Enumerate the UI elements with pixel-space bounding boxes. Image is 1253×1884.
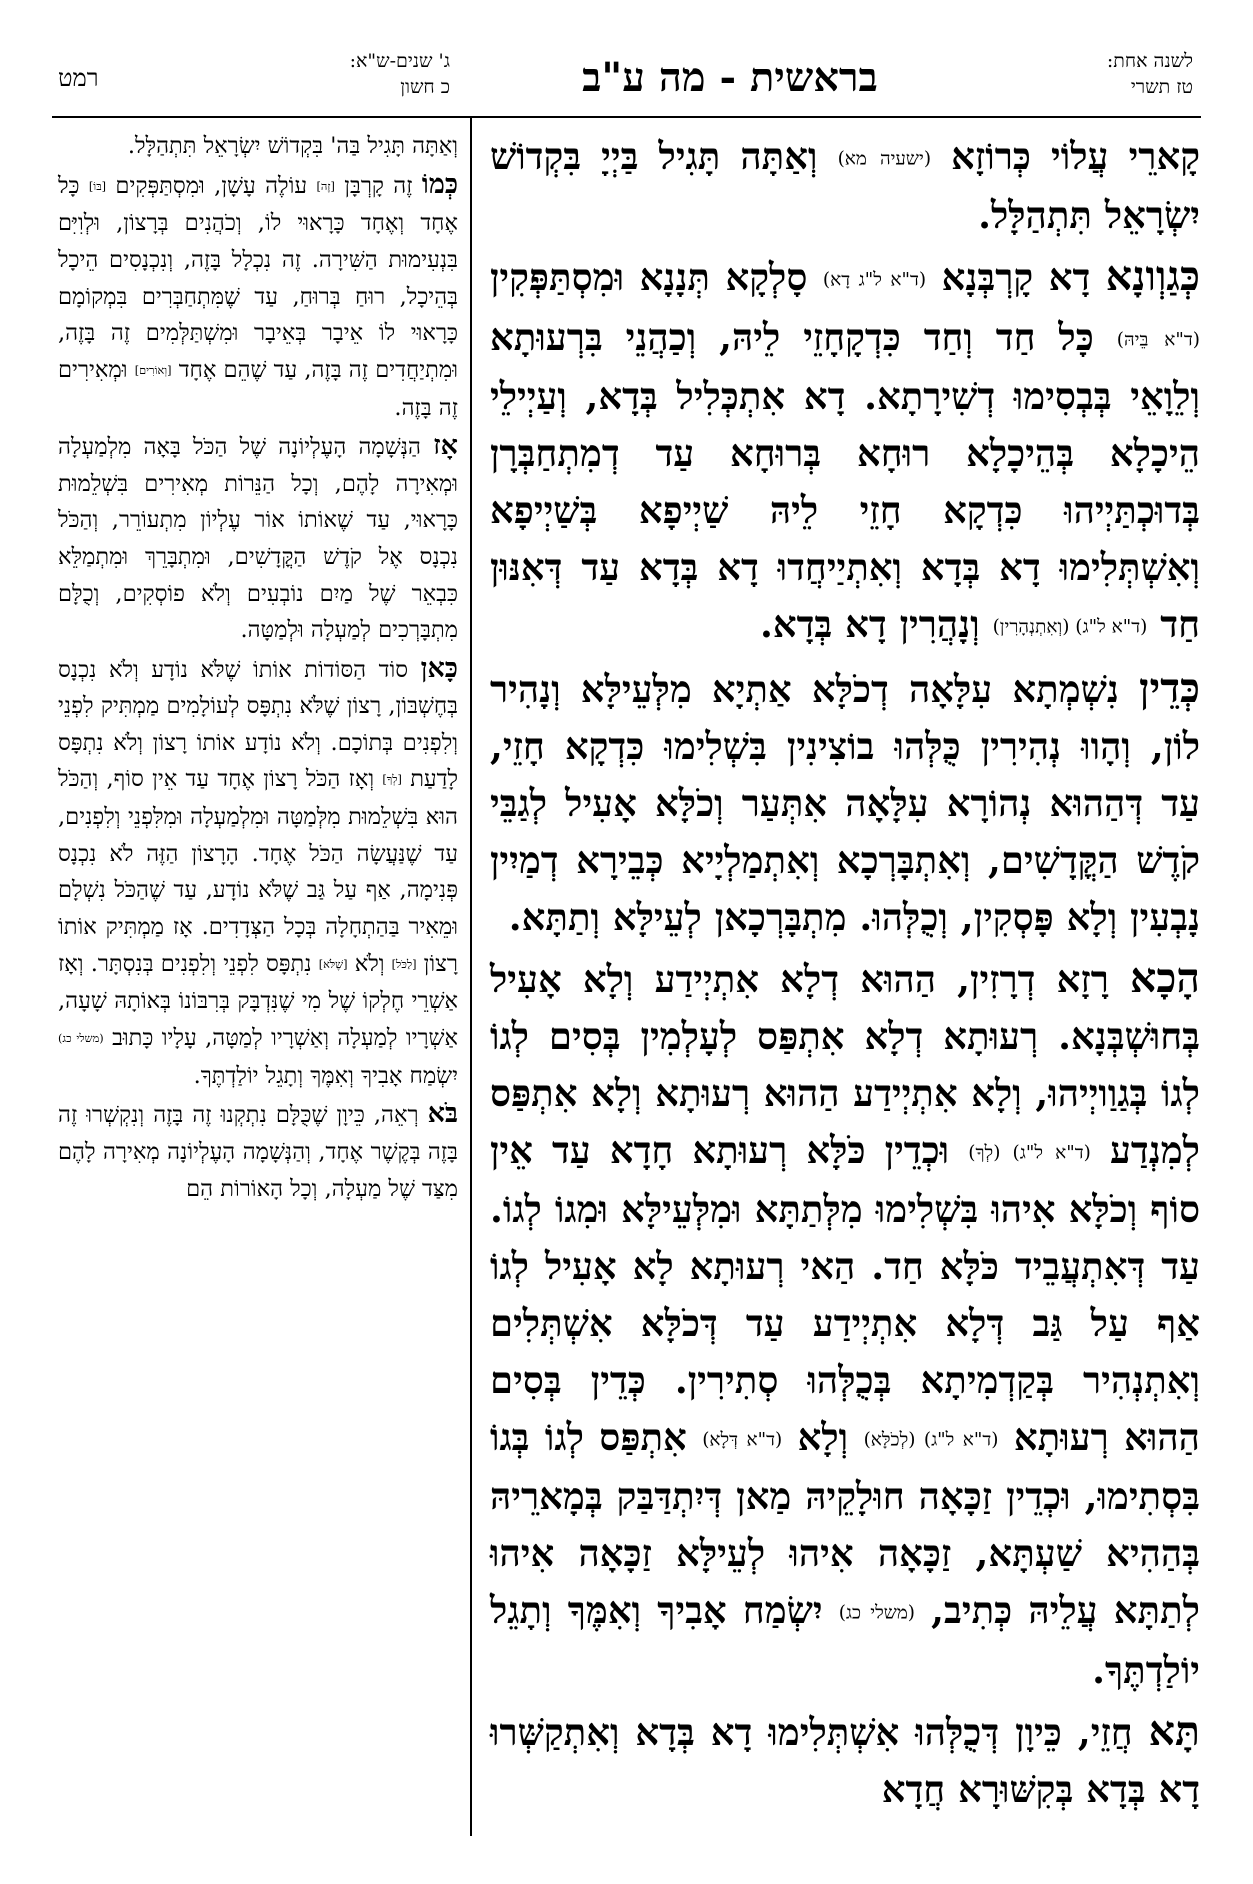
hebrew-paragraph [58,128,458,165]
aramaic-text: וְאַתָּה תָּגִיל בַּיְיָ בִּקְדוֹשׁ יִשְׂרָאֵל תִּתְהַלָּל. [490,134,1200,238]
aramaic-text: קָארֵי עֲלוֹי כְּרוֹזָא [951,134,1201,178]
paragraph-lead-word: תָּא [1148,1706,1200,1755]
variant-reading: [זֶה] [316,179,335,193]
hebrew-text: וְאַתָּה תָּגִיל בַּה' בִּקְדוֹשׁ יִשְׂרָאֵל תִּתְהַלָּל. [127,133,458,159]
header-divider [52,116,1201,118]
aramaic-text: רָזָא דְרָזִין, הַהוּא דְלָא אִתְיְידַע וְלָא אָעִיל בְּחוּשְׁבְּנָא. רְעוּתָא דְלָא אִתְפַּס לְעָלְמִין בְּסִים לְגוֹ לְגוֹ בְּגַוַויְיהוּ, וְלָא אִתְיְידַע הַהוּא רְעוּתָא וְלָא אִתְפַּס לְמִנְדַע [490,956,1200,1172]
variant-reading: [שֶׁלֹּא] [318,957,348,971]
source-reference: (ישעיה מא) [837,148,932,170]
paragraph-lead-word: כְּדֵין [1139,663,1200,712]
hebrew-text: סוֹד הַסּוֹדוֹת אוֹתוֹ שֶׁלֹּא נוֹדָע וְלֹא נִכְנָס בְּחֶשְׁבּוֹן, רָצוֹן שֶׁלֹּא נִתְפָּס לְעוֹלָמִים מַמְתִּיק לִפְנֵי וְלִפְנִים בְּתוֹכָם. וְלֹא נוֹדָע אוֹתוֹ רָצוֹן וְלֹא נִתְפָּס לָדַעַת [58,656,458,793]
paragraph-lead-word: כְּמוֹ [421,168,459,200]
aramaic-text: סָלְקָא תְּנָנָא וּמִסְתַּפְּקִין [490,255,808,300]
aramaic-text: דָא קָרְבְּנָא [941,255,1091,300]
variant-reading: [וְאוֹרִים] [134,363,172,377]
variant-reading: [לַכֹּל] [391,957,417,971]
paragraph-lead-word: בֹּא [427,1098,458,1130]
variant-reading: [בּוֹ] [88,179,107,193]
column-divider [470,118,472,1836]
aramaic-column [490,128,1200,1822]
hebrew-text: כָּל אֶחָד וְאֶחָד כָּרָאוּי לוֹ, וְכֹהֲנִים בְּרָצוֹן, וּלְוִיִּם בִּנְעִימוּת הַשִּׁירָה. זֶה נִכְלָל בָּזֶה, וְנִכְנָסִים הֵיכָל בְּהֵיכָל, רוּחַ בְּרוּחַ, עַד שֶׁמִּתְחַבְּרִים בִּמְקוֹמָם כָּרָאוּי לוֹ אֵיבָר בְּאֵיבָר וּמִשְׁתַּלְּמִים זֶה בָּזֶה, וּמִתְיַחֲדִים זֶה בָּזֶה, עַד שֶׁהֵם אֶחָד [58,172,459,383]
paragraph-lead-word: הָכָא [1130,953,1200,1002]
aramaic-paragraph [490,660,1200,946]
variant-reading: (ד"א ל"ג) (לְכֹלָּא) [863,1429,999,1451]
aramaic-paragraph [490,248,1200,655]
page-title: בראשית - מה ע"ב [582,54,878,101]
hebrew-paragraph [58,651,458,1095]
aramaic-paragraph [490,1703,1200,1818]
variant-reading: (ד"א ל"ג) (לְךָ) [968,1141,1091,1163]
aramaic-text: אִתְפַּס לְגוֹ בְּגוֹ בִּסְתִימוּ, וּכְדֵין זַכָּאָה חוּלָקֵיהּ מַאן דְּיִתְדַּבַּק בְּמָארֵיהּ בְּהַהִיא שַׁעְתָּא, זַכָּאָה אִיהוּ לְעֵילָּא זַכָּאָה אִיהוּ לְתַתָּא עֲלֵיהּ כְּתִיב, [490,1414,1200,1633]
hebrew-text: וְלֹא [354,950,385,977]
paragraph-lead-word: כָּאן [420,652,458,684]
aramaic-text: נִשְׁמְתָא עִלָּאָה דְכֹלָּא אַתְיָא מִלְּעֵילָּא וְנָהִיר לוֹן, וְהָווּ נְהִירִין כֻּלְּהוּ בוֹצִינִין בִּשְׁלִימוּ כִּדְקָא חָזֵי, עַד דְּהַהוּא נְהוֹרָא עִלָּאָה אִתְּעַר וְכֹלָּא אָעִיל לְגַבֵּי קֹדֶשׁ הַקֳּדָשִׁים, וְאִתְבָּרְכָא וְאִתְמַלְיָיא כְּבֵירָא דְמַיִין נָבְעִין וְלָא פָּסְקִין, וְכֻלְּהוּ. מִתְבָּרְכָאן לְעֵילָּא וְתַתָּא. [490,666,1200,939]
header-right-note [973,48,1193,124]
variant-reading: (ד"א ל"ג) (וְאִתְנְהָרִין) [992,616,1148,638]
variant-reading: (ד"א ל"ג דָא) [822,269,927,291]
hebrew-column [58,128,458,1209]
paragraph-lead-word: אָז [433,430,458,462]
hebrew-text: רְאֵה, כֵּיוָן שֶׁכֻּלָּם נִתְקְנוּ זֶה בָּזֶה וְנִקְשְׁרוּ זֶה בָּזֶה בְּקֶשֶׁר אֶחָד, וְהַנְּשָׁמָה הָעֶלְיוֹנָה מְאִירָה לָהֶם מִצַּד שֶׁל מַעְלָה, וְכָל הָאוֹרוֹת הֵם [58,1102,458,1202]
header-right-line1: לשנה אחת: [1106,50,1193,72]
aramaic-paragraph [490,128,1200,244]
aramaic-paragraph [490,950,1200,1699]
hebrew-text: נִתְפָּס לִפְנֵי וְלִפְנִים בְּנִסְתָּר. וְאָז אַשְׁרֵי חֶלְקוֹ שֶׁל מִי שֶׁנִּדְבָּק בְּרִבּוֹנוֹ בְּאוֹתָהּ שָׁעָה, אַשְׁרָיו לְמַעְלָה וְאַשְׁרָיו לְמַטָּה, עָלָיו כָּתוּב [58,950,458,1051]
header-left-line1: ג' שנים-ש"א: [349,50,450,72]
hebrew-text: הַנְּשָׁמָה הָעֶלְיוֹנָה שֶׁל הַכֹּל בָּאָה מִלְמַעְלָה וּמְאִירָה לָהֶם, וְכָל הַנֵּרוֹת מְאִירִים בִּשְׁלֵמוּת כָּרָאוּי, עַד שֶׁאוֹתוֹ אוֹר עֶלְיוֹן מִתְעוֹרֵר, וְהַכֹּל נִכְנָס אֶל קֹדֶשׁ הַקֳּדָשִׁים, וּמִתְבָּרֵךְ וּמִתְמַלֵּא כִּבְאֵר שֶׁל מַיִם נוֹבְעִים וְלֹא פוֹסְקִים, וְכֻלָּם מִתְבָּרְכִים לְמַעְלָה וּלְמַטָּה. [58,434,458,644]
hebrew-text: וּמְאִירִים זֶה בָּזֶה. [58,356,458,421]
aramaic-text: וְלָא [797,1414,849,1459]
hebrew-text: יִשְׂמַח אָבִיךָ וְאִמֶּךָ וְתָגֵל יוֹלַדְתֶּךָ. [193,1062,458,1089]
source-reference: (משלי כג) [838,1602,916,1624]
variant-reading: [לְךָ] [382,773,402,787]
hebrew-paragraph [58,1096,458,1207]
hebrew-text: עוֹלֶה עָשָׁן, וּמִסְתַּפְּקִים [115,172,308,199]
hebrew-text: וְאָז הַכֹּל רָצוֹן אֶחָד עַד אֵין סוֹף, וְהַכֹּל הוּא בִּשְׁלֵמוּת מִלְּמַטָּה וּמִלְמַעְלָה וּמִלִּפְנֵי וְלִפְנִים, עַד שֶׁנַּעֲשָׂה הַכֹּל אֶחָד. הָרָצוֹן הַזֶּה לֹא נִכְנָס פְּנִימָה, אַף עַל גַּב שֶׁלֹּא נוֹדָע, עַד שֶׁהַכֹּל נִשְׁלָם וּמֵאִיר בַּהַתְחָלָה בְּכָל הַצְּדָדִים. אָז מַמְתִּיק אוֹתוֹ רָצוֹן [58,766,458,977]
variant-reading: (ד"א דְּלָא) [702,1429,783,1451]
hebrew-text: זֶה קָרְבָּן [344,172,413,199]
header-left-note [130,48,450,100]
page-number: רמט [58,64,99,92]
hebrew-paragraph [58,167,458,427]
header-left-line2: כ חשון [400,76,450,98]
hebrew-paragraph [58,428,458,649]
aramaic-text: חֲזֵי, כֵּיוָן דְּכֻלְּהוּ אִשְׁתְּלִימוּ דָא בְּדָא וְאִתְקַשְּׁרוּ דָא בְּדָא בְּקִשּׁוּרָא חֲדָא [490,1709,1200,1811]
source-reference: (משלי כג) [58,1032,104,1046]
variant-reading: (ד"א בֵּיהּ) [1116,329,1200,351]
aramaic-text: וְנָהֲרִין דָא בְּדָא. [760,602,980,647]
aramaic-text: יִשְׂמַח אָבִיךָ וְאִמֶּךָ וְתָגֵל יוֹלַדְתֶּךָ. [490,1588,1200,1692]
header-right-line2: טז תשרי [1130,76,1193,98]
aramaic-text: וּכְדֵין כֹּלָּא רְעוּתָא חָדָא עַד אֵין סוֹף וְכֹלָּא אִיהוּ בִּשְׁלִימוּ מִלְּתַתָּא וּמִלְּעֵילָּא וּמִגוֹ לְגוֹ. עַד דְּאִתְעֲבֵיד כֹּלָּא חַד. הַאי רְעוּתָא לָא אָעִיל לְגוֹ אַף עַל גַּב דְּלָא אִתְיְידַע עַד דְּכֹלָּא אִשְׁתְּלִים וְאִתְנְהִיר בְּקַדְמִיתָא בְּכֻלְּהוּ סְתִירִין. כְּדֵין בְּסִים הַהוּא רְעוּתָא [490,1127,1200,1459]
paragraph-lead-word: כְּגַוְונָא [1105,252,1201,301]
aramaic-text: כָּל חַד וְחַד כִּדְקָחָזֵי לֵיהּ, וְכַהֲנֵי בִּרְעוּתָא וְלֵוָאֵי בְּבְסִימוּ דְשִׁירָתָא. דָא אִתְכְּלִיל בְּדָא, וְעַיְילֵי הֵיכָלָא בְּהֵיכָלָא רוּחָא בְּרוּחָא עַד דְמִתְחַבְּרָן בְּדוּכְתַּיְיהוּ כִּדְקָא חָזֵי לֵיהּ שַׁיְיפָא בְּשַׁיְיפָא וְאִשְׁתְּלִימוּ דָא בְּדָא וְאִתְיַיחֲדוּ דָא בְּדָא עַד דְּאִנּוּן חַד [490,314,1200,647]
